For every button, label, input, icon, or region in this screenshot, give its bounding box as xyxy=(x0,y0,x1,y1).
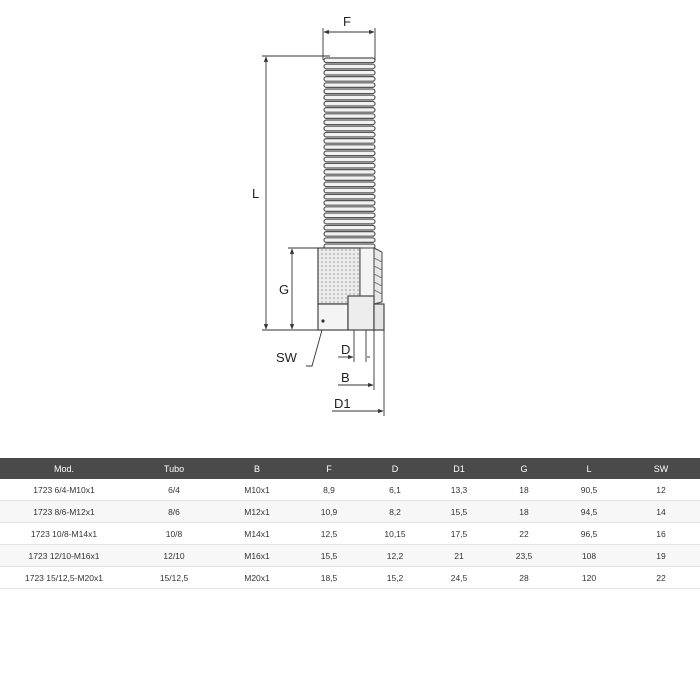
table-cell: 12/10 xyxy=(128,545,220,567)
col-header: F xyxy=(294,458,364,479)
table-cell: 28 xyxy=(492,567,556,589)
table-cell: 1723 12/10-M16x1 xyxy=(0,545,128,567)
col-header: D xyxy=(364,458,426,479)
table-row xyxy=(0,479,700,501)
table-cell: 10/8 xyxy=(128,523,220,545)
table-cell: 15/12,5 xyxy=(128,567,220,589)
table-cell: 17,5 xyxy=(426,523,492,545)
table-cell: 16 xyxy=(622,523,700,545)
table-cell: 15,5 xyxy=(426,501,492,523)
table-cell: 14 xyxy=(622,501,700,523)
table-cell: 96,5 xyxy=(556,523,622,545)
spring-coil xyxy=(324,58,375,249)
table-cell: 18,5 xyxy=(294,567,364,589)
table-row xyxy=(0,545,700,567)
table-cell: 22 xyxy=(492,523,556,545)
dim-label-f: F xyxy=(343,14,351,29)
dim-label-d1: D1 xyxy=(334,396,351,411)
table-row xyxy=(0,523,700,545)
table-cell: M10x1 xyxy=(220,479,294,501)
table-cell: 8,9 xyxy=(294,479,364,501)
table-cell: M16x1 xyxy=(220,545,294,567)
table-cell: M20x1 xyxy=(220,567,294,589)
dim-label-sw: SW xyxy=(276,350,297,365)
table-cell: 108 xyxy=(556,545,622,567)
table-cell: 8,2 xyxy=(364,501,426,523)
table-cell: 94,5 xyxy=(556,501,622,523)
col-header: Mod. xyxy=(0,458,128,479)
col-header: SW xyxy=(622,458,700,479)
spec-table xyxy=(0,458,700,589)
table-cell: 10,15 xyxy=(364,523,426,545)
table-cell: M12x1 xyxy=(220,501,294,523)
table-cell: 6/4 xyxy=(128,479,220,501)
dim-label-l: L xyxy=(252,186,260,201)
dim-label-d: D xyxy=(341,342,351,357)
col-header: Tubo xyxy=(128,458,220,479)
table-header-row xyxy=(0,458,700,479)
col-header: B xyxy=(220,458,294,479)
table-cell: 12,2 xyxy=(364,545,426,567)
dim-label-g: G xyxy=(279,282,290,297)
table-cell: 13,3 xyxy=(426,479,492,501)
table-cell: 12 xyxy=(622,479,700,501)
table-row xyxy=(0,501,700,523)
col-header: L xyxy=(556,458,622,479)
table-cell: 8/6 xyxy=(128,501,220,523)
col-header: D1 xyxy=(426,458,492,479)
table-cell: M14x1 xyxy=(220,523,294,545)
table-cell: 19 xyxy=(622,545,700,567)
table-cell: 18 xyxy=(492,479,556,501)
table-cell: 12,5 xyxy=(294,523,364,545)
table-cell: 90,5 xyxy=(556,479,622,501)
table-cell: 1723 8/6-M12x1 xyxy=(0,501,128,523)
table-cell: 18 xyxy=(492,501,556,523)
dim-label-b: B xyxy=(341,370,350,385)
table-cell: 1723 6/4-M10x1 xyxy=(0,479,128,501)
table-cell: 23,5 xyxy=(492,545,556,567)
table-row xyxy=(0,567,700,589)
table-cell: 10,9 xyxy=(294,501,364,523)
fitting-body xyxy=(318,248,384,330)
table-cell: 1723 10/8-M14x1 xyxy=(0,523,128,545)
table-cell: 15,5 xyxy=(294,545,364,567)
table-cell: 21 xyxy=(426,545,492,567)
table-cell: 22 xyxy=(622,567,700,589)
table-cell: 15,2 xyxy=(364,567,426,589)
col-header: G xyxy=(492,458,556,479)
table-cell: 6,1 xyxy=(364,479,426,501)
table-cell: 120 xyxy=(556,567,622,589)
table-cell: 24,5 xyxy=(426,567,492,589)
table-cell: 1723 15/12,5-M20x1 xyxy=(0,567,128,589)
